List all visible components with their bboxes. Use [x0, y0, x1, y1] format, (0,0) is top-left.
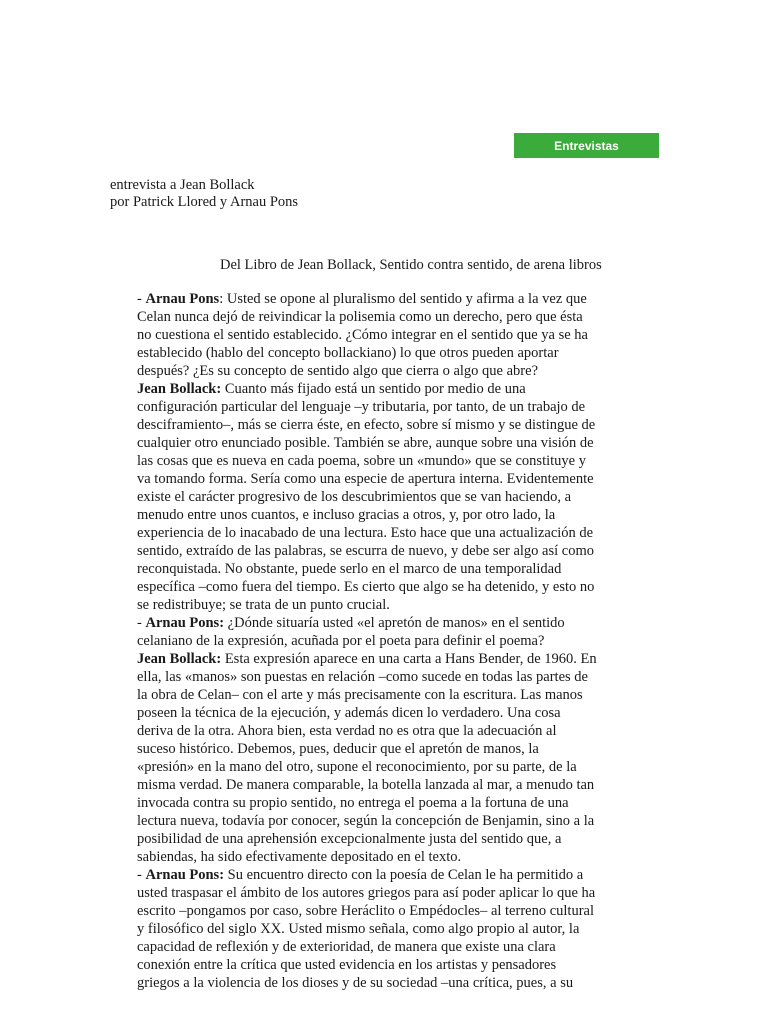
text-line	[137, 956, 597, 974]
dash-prefix: -	[137, 615, 146, 631]
line-text: ¿Dónde situaría usted «el apretón de manos» en el sentido	[224, 615, 565, 631]
line-text: ella, las «manos» son puestas en relación –como sucede en todas las partes de	[137, 669, 588, 685]
section-badge-entrevistas[interactable]: Entrevistas	[514, 133, 659, 158]
text-line	[137, 542, 597, 560]
text-line	[137, 920, 597, 938]
line-text: existe el carácter progresivo de los descubrimientos que se van haciendo, a	[137, 489, 572, 505]
text-line	[137, 344, 597, 362]
line-text: desciframiento–, más se cierra éste, en efecto, sobre sí mismo y se distingue de	[137, 417, 596, 433]
line-text: después? ¿Es su concepto de sentido algo que cierra o algo que abre?	[137, 363, 539, 379]
text-line	[137, 830, 597, 848]
line-text: celaniano de la expresión, acuñada por el poeta para definir el poema?	[137, 633, 545, 649]
line-text: escrito –pongamos por caso, sobre Heráclito o Empédocles– al terreno cultural	[137, 903, 594, 919]
byline	[110, 177, 298, 211]
line-text: conexión entre la crítica que usted evidencia en los artistas y pensadores	[137, 957, 557, 973]
text-line	[137, 398, 597, 416]
text-line	[137, 848, 597, 866]
line-text: la obra de Celan– con el arte y más precisamente con la escritura. Las manos	[137, 687, 583, 703]
speaker-name: Jean Bollack:	[137, 381, 222, 397]
text-line	[137, 308, 597, 326]
text-line	[137, 578, 597, 596]
byline-interviewers: por Patrick Llored y Arnau Pons	[110, 194, 299, 210]
line-text: sentido, extraído de las palabras, se escurra de nuevo, y debe ser algo así como	[137, 543, 594, 559]
dash-prefix: -	[137, 291, 146, 307]
byline-interviewee: entrevista a Jean Bollack	[110, 177, 255, 193]
line-text: establecido (hablo del concepto bollackiano) lo que otros pueden aportar	[137, 345, 559, 361]
text-line	[137, 686, 597, 704]
line-text: misma verdad. De manera comparable, la botella lanzada al mar, a menudo tan	[137, 777, 595, 793]
text-line	[137, 974, 597, 992]
line-text: cualquier otro enunciado posible. También se abre, aunque sobre una visión de	[137, 435, 594, 451]
line-text: y filosófico del siglo XX. Usted mismo señala, como algo propio al autor, la	[137, 921, 580, 937]
dash-prefix: -	[137, 867, 146, 883]
book-source-line: Del Libro de Jean Bollack, Sentido contra sentido, de arena libros	[220, 257, 602, 273]
speaker-name: Arnau Pons:	[145, 615, 225, 631]
text-line	[137, 326, 597, 344]
text-line	[137, 596, 597, 614]
text-line	[137, 650, 597, 668]
line-text: poseen la técnica de la ejecución, y además dicen lo verdadero. Una cosa	[137, 705, 561, 721]
text-line	[137, 632, 597, 650]
text-line	[137, 452, 597, 470]
text-line	[137, 506, 597, 524]
text-line	[137, 614, 597, 632]
line-text: lectura nueva, todavía por conocer, según la concepción de Benjamin, sino a la	[137, 813, 595, 829]
text-line	[137, 866, 597, 884]
text-line	[137, 902, 597, 920]
text-line	[137, 434, 597, 452]
text-line	[137, 470, 597, 488]
text-line	[137, 488, 597, 506]
line-text: específica –como fuera del tiempo. Es cierto que algo se ha detenido, y esto no	[137, 579, 595, 595]
line-text: sabiendas, ha sido efectivamente depositado en el texto.	[137, 849, 462, 865]
text-line	[137, 938, 597, 956]
text-line	[137, 740, 597, 758]
text-line	[137, 704, 597, 722]
text-line	[137, 668, 597, 686]
line-text: menudo entre unos cuantos, e incluso gracias a otros, y, por otro lado, la	[137, 507, 556, 523]
line-text: las cosas que es nueva en cada poema, sobre un «mundo» que se constituye y	[137, 453, 586, 469]
line-text: deriva de la otra. Ahora bien, esta verdad no es otra que la adecuación al	[137, 723, 557, 739]
line-text: capacidad de reflexión y de exterioridad, de manera que existe una clara	[137, 939, 556, 955]
line-text: Su encuentro directo con la poesía de Celan le ha permitido a	[224, 867, 584, 883]
line-text: invocada contra su propio sentido, no entrega el poema a la fortuna de una	[137, 795, 569, 811]
line-text: «presión» en la mano del otro, supone el reconocimiento, por su parte, de la	[137, 759, 577, 775]
line-text: : Usted se opone al pluralismo del sentido y afirma a la vez que	[219, 291, 587, 307]
text-line	[137, 362, 597, 380]
line-text: suceso histórico. Debemos, pues, deducir que el apretón de manos, la	[137, 741, 539, 757]
text-line	[137, 794, 597, 812]
text-line	[137, 758, 597, 776]
text-line	[137, 290, 597, 308]
text-line	[137, 884, 597, 902]
line-text: reconquistada. No obstante, puede serlo en el marco de una temporalidad	[137, 561, 562, 577]
line-text: va tomando forma. Sería como una especie de apertura interna. Evidentemente	[137, 471, 594, 487]
line-text: Esta expresión aparece en una carta a Hans Bender, de 1960. En	[221, 651, 597, 667]
speaker-name: Arnau Pons	[145, 291, 220, 307]
line-text: configuración particular del lenguaje –y tributaria, por tanto, de un trabajo de	[137, 399, 586, 415]
line-text: experiencia de lo inacabado de una lectura. Esto hace que una actualización de	[137, 525, 594, 541]
speaker-name: Jean Bollack:	[137, 651, 222, 667]
line-text: posibilidad de una aprehensión excepcionalmente justa del sentido que, a	[137, 831, 562, 847]
interview-body	[137, 290, 597, 992]
line-text: usted traspasar el ámbito de los autores griegos para así poder aplicar lo que ha	[137, 885, 596, 901]
line-text: Celan nunca dejó de reivindicar la polisemia como un derecho, pero que ésta	[137, 309, 583, 325]
line-text: se redistribuye; se trata de un punto crucial.	[137, 597, 390, 613]
text-line	[137, 416, 597, 434]
line-text: griegos a la violencia de los dioses y de su sociedad –una crítica, pues, a su	[137, 975, 574, 991]
speaker-name: Arnau Pons:	[145, 867, 225, 883]
text-line	[137, 812, 597, 830]
text-line	[137, 776, 597, 794]
text-line	[137, 722, 597, 740]
line-text: Cuanto más fijado está un sentido por medio de una	[221, 381, 526, 397]
text-line	[137, 560, 597, 578]
line-text: no cuestiona el sentido establecido. ¿Cómo integrar en el sentido que ya se ha	[137, 327, 588, 343]
text-line	[137, 524, 597, 542]
text-line	[137, 380, 597, 398]
